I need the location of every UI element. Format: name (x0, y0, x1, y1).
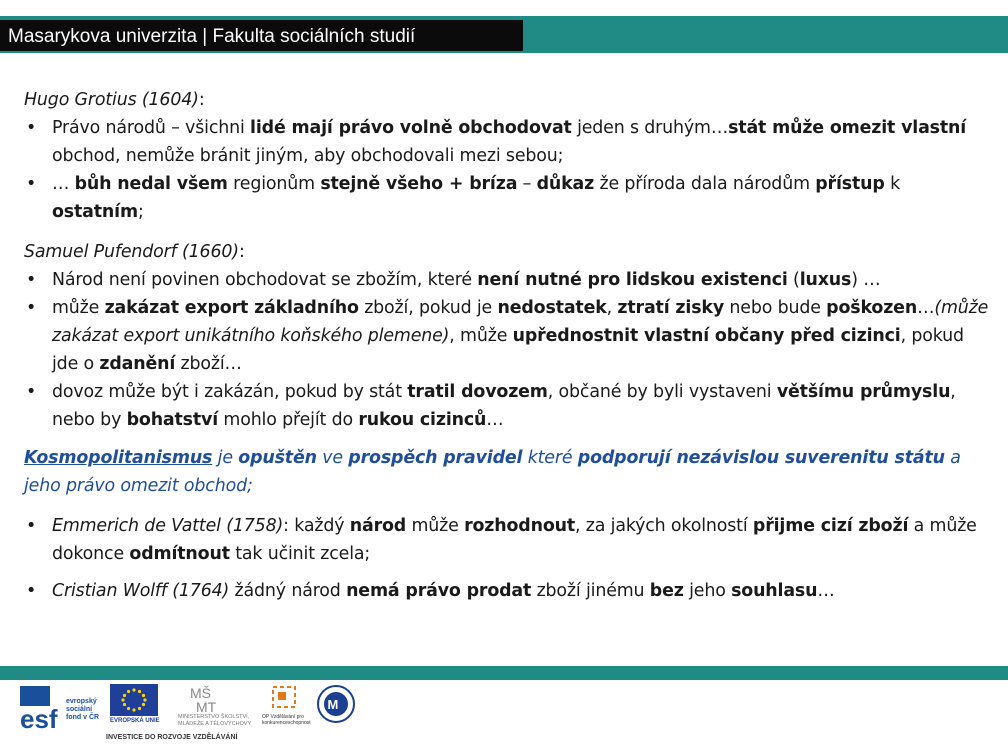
header-title: Masarykova univerzita | Fakulta sociálních studií (8, 26, 416, 47)
list-item: • Emmerich de Vattel (1758): každý národ může rozhodnout, za jakých okolností přijme cizí zboží a může dokonce odmítnout tak učinit zcela; (24, 512, 992, 568)
eu-label: EVROPSKÁ UNIE (110, 718, 160, 724)
svg-text:MT: MT (196, 699, 217, 714)
svg-text:esf: esf (20, 704, 58, 732)
footer-bar (0, 666, 1008, 680)
pufendorf-section (24, 238, 992, 434)
list-item: • … bůh nedal všem regionům stejně všeho + bríza – důkaz že příroda dala národům přístup k ostatním; (24, 170, 992, 226)
msmt-label: MINISTERSTVO ŠKOLSTVÍ, MLÁDEŽE A TĚLOVÝCHOVY (178, 714, 252, 727)
theorists-list (24, 512, 992, 605)
kosmopolitanismus-paragraph: Kosmopolitanismus je opuštěn ve prospěch pravidel které podporují nezávislou suverenitu státu a jeho právo omezit obchod; (24, 448, 961, 496)
grotius-heading: Hugo Grotius (1604): (24, 90, 205, 110)
mu-seal-logo (316, 684, 356, 732)
pufendorf-heading: Samuel Pufendorf (1660): (24, 242, 245, 262)
list-item: • dovoz může být i zakázán, pokud by stát tratil dovozem, občané by byli vystaveni většímu průmyslu, nebo by bohatství mohlo přejít do rukou cizinců… (24, 378, 992, 434)
list-item: • Právo národů – všichni lidé mají právo volně obchodovat jeden s druhým…stát může omezit vlastní obchod, nemůže bránit jiným, aby obchodovali mezi sebou; (24, 114, 992, 170)
op-vk-mark-icon (270, 684, 300, 712)
slide-content (24, 86, 992, 605)
msmt-mark-icon (188, 684, 228, 714)
list-item: • Cristian Wolff (1764) žádný národ nemá právo prodat zboží jinému bez jeho souhlasu… (24, 577, 992, 605)
eu-flag-icon (110, 684, 158, 716)
grotius-section (24, 86, 992, 226)
msmt-logo (178, 684, 258, 732)
op-vk-logo (262, 684, 312, 732)
grotius-list (24, 114, 992, 226)
footer-logos (18, 684, 378, 746)
esf-logo (18, 684, 108, 732)
pufendorf-list (24, 266, 992, 434)
mu-seal-icon (316, 684, 356, 724)
list-item: • Národ není povinen obchodovat se zbožím, které není nutné pro lidskou existenci (luxus) … (24, 266, 992, 294)
svg-text:M: M (327, 697, 339, 712)
investice-caption: INVESTICE DO ROZVOJE VZDĚLÁVÁNÍ (106, 734, 238, 741)
svg-text:MŠ: MŠ (190, 685, 211, 701)
op-vk-label: OP Vzdělávání pro konkurenceschopnost (262, 714, 311, 726)
eu-logo (110, 684, 162, 732)
list-item: • může zakázat export základního zboží, pokud je nedostatek, ztratí zisky nebo bude poškozen…(může zakázat export unikátního koňského plemene), může upřednostnit vlastní občany před cizinci, pokud jde o zdanění zboží… (24, 294, 992, 378)
esf-label: evropský sociální fond v ČR (66, 698, 100, 721)
top-margin (0, 0, 1008, 16)
